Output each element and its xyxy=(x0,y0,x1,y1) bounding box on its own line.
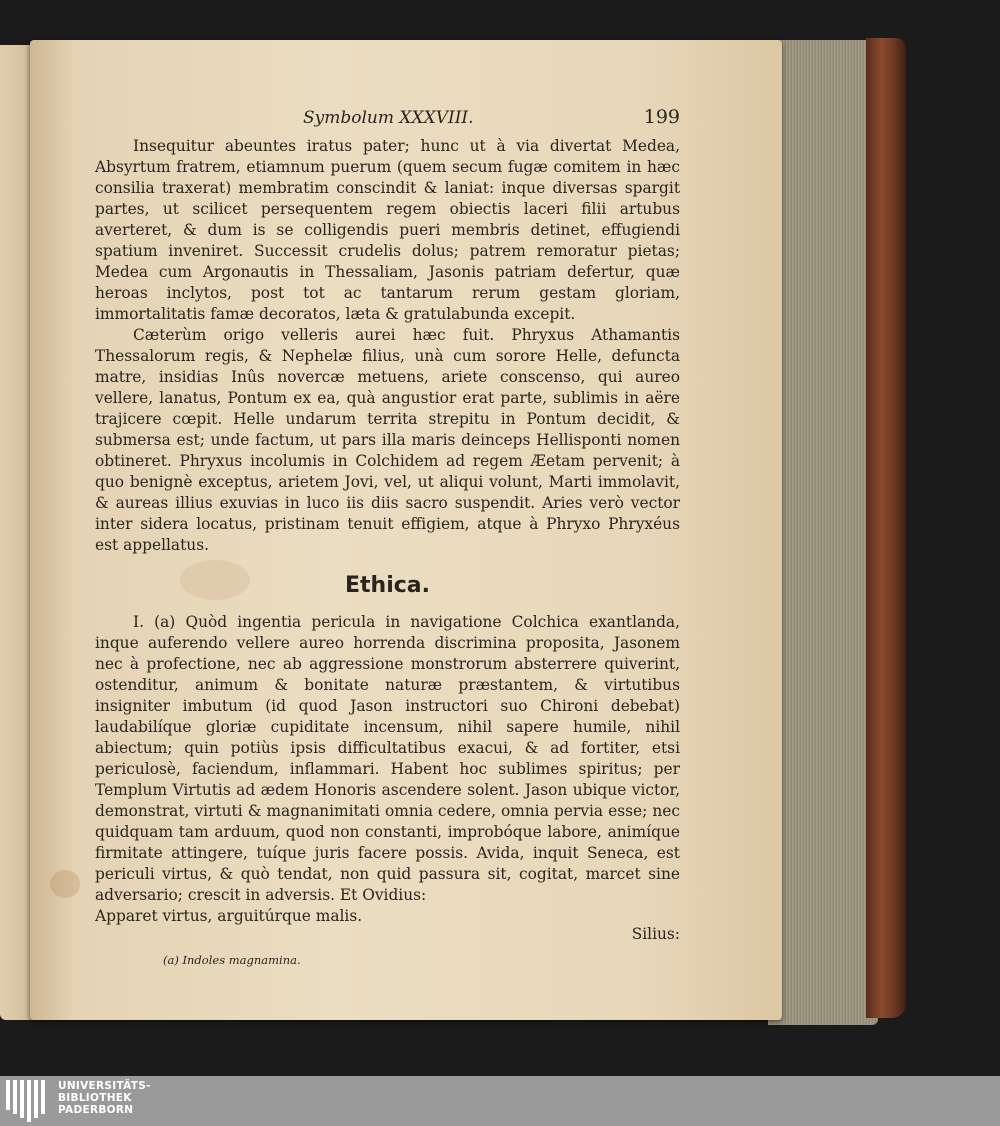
logo-line: UNIVERSITÄTS- xyxy=(58,1080,151,1092)
catchword: Silius: xyxy=(631,925,680,943)
library-logo-icon xyxy=(6,1080,52,1122)
library-logo-text xyxy=(58,1080,151,1116)
book-cover-edge xyxy=(866,38,906,1018)
page-header xyxy=(95,100,680,136)
library-footer xyxy=(0,1076,1000,1126)
paragraph: Insequitur abeuntes iratus pater; hunc ut à via divertat Medea, Absyrtum fratrem, etiamnum puerum (quem secum fugæ comitem in hæc consilia traxerat) membratim conscindit & laniat: inque diversas spargit partes, ut scilicet persequentem regem obiectis laceri filii artubus averteret, & dum is se colligendis pueri membris detinet, effugiendi spatium inveniret. Successit crudelis dolus; patrem remoratur pietas; Medea cum Argonautis in Thessaliam, Jasonis patriam defertur, quæ heroas inclytos, post tot ac tantarum rerum gestam gloriam, immortalitatis famæ decoratos, læta & gratulabunda excepit. xyxy=(95,137,680,323)
section-title: Ethica. xyxy=(345,573,430,598)
footnote: (a) Indoles magnamina. xyxy=(163,953,301,967)
page-block-edges xyxy=(768,40,878,1025)
page-body xyxy=(95,136,680,967)
page-number: 199 xyxy=(643,106,680,128)
logo-line: BIBLIOTHEK xyxy=(58,1092,132,1104)
logo-line: PADERBORN xyxy=(58,1104,134,1116)
page-text xyxy=(95,100,680,967)
verse-quotation: Apparet virtus, arguitúrque malis. xyxy=(95,907,363,925)
paper-stain xyxy=(50,870,80,898)
running-head: Symbolum XXXVIII. xyxy=(303,108,474,128)
paragraph: Cæterùm origo velleris aurei hæc fuit. Phryxus Athamantis Thessalorum regis, & Nephelæ filius, unà cum sorore Helle, defuncta matre, insidias Inûs novercæ metuens, ariete conscenso, qui aureo vellere, lanatus, Pontum ex ea, quà angustior erat parte, sublimis in aëre trajicere cœpit. Helle undarum territa strepitu in Pontum decidit, & submersa est; unde factum, ut pars illa maris deinceps Hellisponti nomen obtineret. Phryxus incolumis in Colchidem ad regem Æetam pervenit; à quo benignè exceptus, arietem Jovi, vel, ut aliqui volunt, Marti immolavit, & aureas illius exuvias in luco iis diis sacro suspendit. Aries verò vector inter sidera locatus, pristinam tenuit effigiem, atque à Phryxo Phryxéus est appellatus. xyxy=(95,326,680,554)
ethica-paragraph: I. (a) Quòd ingentia pericula in navigatione Colchica exantlanda, inque auferendo vellere aureo horrenda discrimina proposita, Jasonem nec à profectione, nec ab aggressione monstrorum absterrere quiverint, ostenditur, animum & bonitate naturæ præstantem, & virtutibus insigniter imbutum (id quod Jason instructori suo Chironi debebat) laudabilíque gloriæ cupiditate incensum, nihil sapere humile, nihil abiectum; quin potiùs ipsis difficultatibus exacui, & ad fortiter, etsi periculosè, faciendum, inflammari. Habent hoc sublimes spiritus; per Templum Virtutis ad ædem Honoris ascendere solent. Jason ubique victor, demonstrat, virtuti & magnanimitati omnia cedere, omnia pervia esse; nec quidquam tam arduum, quod non constanti, improbóque labore, animíque firmitate attingere, tuíque juris facere possis. Avida, inquit Seneca, est periculi virtus, & quò tendat, non quid passura sit, cogitat, marcet sine adversario; crescit in adversis. Et Ovidius: xyxy=(95,613,680,904)
